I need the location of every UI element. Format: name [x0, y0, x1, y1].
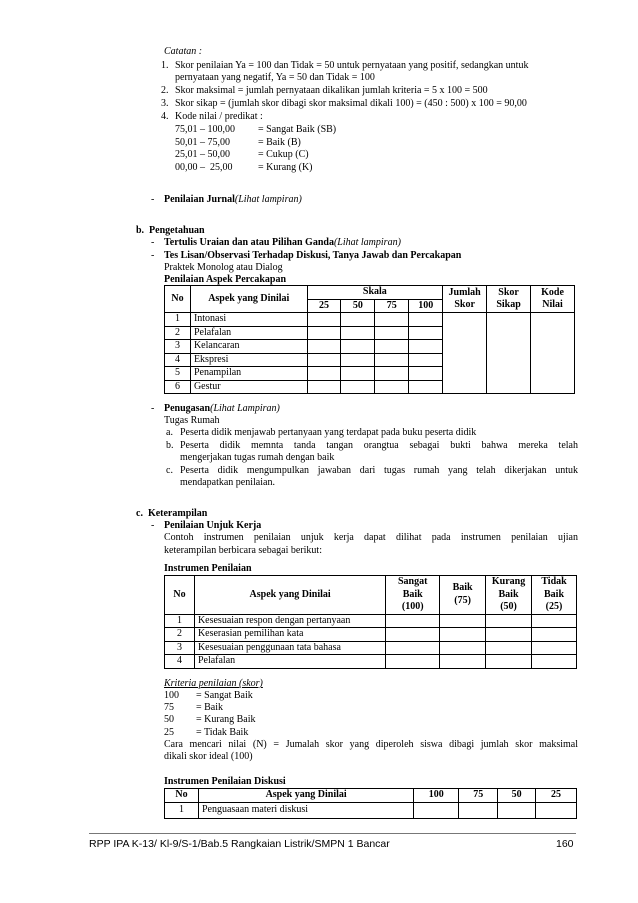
- bullet: -: [151, 250, 155, 261]
- tes-lisan-label: Tes Lisan/Observasi Terhadap Diskusi, Tanya Jawab dan Percakapan: [164, 250, 462, 261]
- kriteria-score: 25: [164, 727, 174, 738]
- row-no: 2: [165, 326, 191, 340]
- cell: [375, 326, 409, 340]
- kriteria-score: 75: [164, 702, 174, 713]
- cell: [307, 313, 341, 327]
- row-no: 6: [165, 380, 191, 394]
- row-no: 1: [165, 614, 195, 628]
- cell: [409, 367, 443, 381]
- unjuk-kerja-paragraph: Contoh instrumen penilaian unjuk kerja dapat dilihat pada instrumen penilaian ujian: [164, 532, 578, 543]
- col-header-no: No: [165, 286, 191, 313]
- cell: [409, 326, 443, 340]
- cell: [386, 614, 440, 628]
- row-no: 2: [165, 628, 195, 642]
- grade-label: = Baik (B): [258, 137, 301, 148]
- note-number: 2.: [161, 85, 169, 96]
- row-aspek: Pelafalan: [190, 326, 307, 340]
- unjuk-kerja-label: Penilaian Unjuk Kerja: [164, 520, 262, 531]
- row-aspek: Intonasi: [190, 313, 307, 327]
- tugas-item-b-cont: mengerjakan tugas rumah dengan baik: [180, 452, 335, 463]
- cell: [440, 655, 486, 669]
- cell: [341, 353, 375, 367]
- cell: [386, 641, 440, 655]
- col-header-aspek: Aspek yang Dinilai: [194, 576, 385, 615]
- cell: [307, 380, 341, 394]
- row-aspek: Penguasaan materi diskusi: [198, 802, 413, 818]
- cell: [375, 367, 409, 381]
- kriteria-title: Kriteria penilaian (skor): [164, 678, 263, 689]
- col-header-skor-sikap: Skor Sikap: [487, 286, 531, 313]
- cell: [532, 641, 577, 655]
- cara-mencari-nilai: Cara mencari nilai (N) = Jumalah skor yang diperoleh siswa dibagi jumlah skor maksimal: [164, 739, 578, 750]
- scale-header: 50: [341, 299, 375, 313]
- cell: [532, 614, 577, 628]
- scale-header: 100: [409, 299, 443, 313]
- col-header-skala: Skala: [307, 286, 443, 300]
- list-marker: a.: [166, 427, 173, 438]
- scale-header: 75: [375, 299, 409, 313]
- col-header-tidak-baik: Tidak Baik (25): [532, 576, 577, 615]
- score-header: 25: [536, 789, 577, 803]
- row-aspek: Kesesuaian penggunaan tata bahasa: [194, 641, 385, 655]
- score-header: 75: [459, 789, 498, 803]
- bullet: -: [151, 194, 155, 205]
- cell: [414, 802, 459, 818]
- cell: [341, 313, 375, 327]
- tugas-rumah-label: Tugas Rumah: [164, 415, 220, 426]
- tugas-item-a: Peserta didik menjawab pertanyaan yang terdapat pada buku peserta didik: [180, 427, 477, 438]
- col-header-aspek: Aspek yang Dinilai: [198, 789, 413, 803]
- footer-doc-title: RPP IPA K-13/ Kl-9/S-1/Bab.5 Rangkaian Listrik/SMPN 1 Bancar: [89, 838, 390, 850]
- cell: [532, 655, 577, 669]
- cell: [486, 628, 532, 642]
- grade-range: 50,01 – 75,00: [175, 137, 230, 148]
- grade-label: = Cukup (C): [258, 149, 309, 160]
- list-marker: c.: [166, 465, 173, 476]
- row-no: 3: [165, 641, 195, 655]
- cell: [386, 628, 440, 642]
- row-no: 3: [165, 340, 191, 354]
- cell: [375, 353, 409, 367]
- row-aspek: Pelafalan: [194, 655, 385, 669]
- instrumen-title: Instrumen Penilaian: [164, 563, 252, 574]
- row-aspek: Kelancaran: [190, 340, 307, 354]
- col-header-jumlah-skor: Jumlah Skor: [443, 286, 487, 313]
- kriteria-score: 50: [164, 714, 174, 725]
- row-aspek: Penampilan: [190, 367, 307, 381]
- grade-label: = Sangat Baik (SB): [258, 124, 337, 135]
- footer-divider: [89, 833, 576, 834]
- row-aspek: Keserasian pemilihan kata: [194, 628, 385, 642]
- note-item-1: Skor penilaian Ya = 100 dan Tidak = 50 untuk pernyataan yang positif, sedangkan untuk: [175, 60, 529, 71]
- bullet: -: [151, 520, 155, 531]
- cell: [440, 641, 486, 655]
- table-row: [165, 641, 577, 655]
- col-header-baik: Baik (75): [440, 576, 486, 615]
- row-aspek: Ekspresi: [190, 353, 307, 367]
- col-header-no: No: [165, 789, 199, 803]
- col-header-aspek: Aspek yang Dinilai: [190, 286, 307, 313]
- table-row: [165, 313, 575, 327]
- kriteria-label: = Kurang Baik: [196, 714, 256, 725]
- cell: [409, 380, 443, 394]
- table-row: [165, 655, 577, 669]
- note-item-1-cont: pernyataan yang negatif, Ya = 50 dan Tidak = 100: [175, 72, 375, 83]
- cell: [536, 802, 577, 818]
- cell: [486, 614, 532, 628]
- cell: [440, 614, 486, 628]
- section-heading-keterampilan: c. Keterampilan: [136, 508, 208, 519]
- cell: [409, 313, 443, 327]
- unjuk-kerja-paragraph-cont: keterampilan berbicara sebagai berikut:: [164, 545, 322, 556]
- tugas-item-b: Peserta didik memnta tanda tangan orangtua sebagai bukti bahwa mereka telah: [180, 440, 578, 451]
- note-item-4: Kode nilai / predikat :: [175, 111, 263, 122]
- note-number: 3.: [161, 98, 169, 109]
- tugas-item-c-cont: mendapatkan penilaian.: [180, 477, 275, 488]
- merged-cell: [487, 313, 531, 394]
- bullet: -: [151, 237, 155, 248]
- cell: [486, 641, 532, 655]
- instrumen-table: [164, 575, 577, 669]
- cell: [386, 655, 440, 669]
- cell: [409, 353, 443, 367]
- note-item-3: Skor sikap = (jumlah skor dibagi skor maksimal dikali 100) = (450 : 500) x 100 = 90,00: [175, 98, 527, 109]
- col-header-sangat-baik: Sangat Baik (100): [386, 576, 440, 615]
- row-no: 1: [165, 313, 191, 327]
- catatan-title: Catatan :: [164, 46, 203, 57]
- jurnal-label: Penilaian Jurnal: [164, 194, 235, 205]
- cell: [341, 367, 375, 381]
- cell: [498, 802, 536, 818]
- praktek-label: Praktek Monolog atau Dialog: [164, 262, 283, 273]
- col-header-kurang-baik: Kurang Baik (50): [486, 576, 532, 615]
- diskusi-title: Instrumen Penilaian Diskusi: [164, 776, 286, 787]
- bullet: -: [151, 403, 155, 414]
- list-marker: b.: [166, 440, 174, 451]
- score-header: 50: [498, 789, 536, 803]
- table-row: [165, 802, 577, 818]
- percakapan-table: [164, 285, 575, 394]
- cell: [375, 340, 409, 354]
- cell: [307, 367, 341, 381]
- row-aspek: Gestur: [190, 380, 307, 394]
- cell: [375, 313, 409, 327]
- table-row: [165, 628, 577, 642]
- percakapan-table-title: Penilaian Aspek Percakapan: [164, 274, 287, 285]
- cell: [307, 326, 341, 340]
- cell: [341, 340, 375, 354]
- note-item-2: Skor maksimal = jumlah pernyataan dikalikan jumlah kriteria = 5 x 100 = 500: [175, 85, 488, 96]
- merged-cell: [531, 313, 575, 394]
- cell: [307, 340, 341, 354]
- row-aspek: Kesesuaian respon dengan pertanyaan: [194, 614, 385, 628]
- penugasan-ref: (Lihat Lampiran): [210, 403, 280, 414]
- cell: [440, 628, 486, 642]
- tertulis-ref: (Lihat lampiran): [333, 237, 401, 248]
- row-no: 4: [165, 655, 195, 669]
- cell: [486, 655, 532, 669]
- kriteria-label: = Tidak Baik: [196, 727, 249, 738]
- table-row: [165, 614, 577, 628]
- kriteria-label: = Sangat Baik: [196, 690, 253, 701]
- kriteria-score: 100: [164, 690, 179, 701]
- page-number: 160: [556, 838, 574, 850]
- cell: [341, 326, 375, 340]
- grade-range: 75,01 – 100,00: [175, 124, 235, 135]
- diskusi-table: [164, 788, 577, 819]
- note-number: 1.: [161, 60, 169, 71]
- row-no: 5: [165, 367, 191, 381]
- tertulis-label: Tertulis Uraian dan atau Pilihan Ganda: [164, 237, 334, 248]
- cell: [532, 628, 577, 642]
- score-header: 100: [414, 789, 459, 803]
- cara-mencari-nilai-cont: dikali skor ideal (100): [164, 751, 253, 762]
- cell: [409, 340, 443, 354]
- merged-cell: [443, 313, 487, 394]
- cell: [375, 380, 409, 394]
- grade-range: 00,00 – 25,00: [175, 162, 233, 173]
- grade-range: 25,01 – 50,00: [175, 149, 230, 160]
- tugas-item-c: Peserta didik mengumpulkan jawaban dari tugas rumah yang telah dikerjakan untuk: [180, 465, 578, 476]
- row-no: 4: [165, 353, 191, 367]
- scale-header: 25: [307, 299, 341, 313]
- section-heading-pengetahuan: b. Pengetahuan: [136, 225, 205, 236]
- grade-label: = Kurang (K): [258, 162, 313, 173]
- cell: [341, 380, 375, 394]
- penugasan-label: Penugasan: [164, 403, 211, 414]
- col-header-no: No: [165, 576, 195, 615]
- jurnal-ref: (Lihat lampiran): [234, 194, 302, 205]
- cell: [459, 802, 498, 818]
- kriteria-label: = Baik: [196, 702, 224, 713]
- row-no: 1: [165, 802, 199, 818]
- cell: [307, 353, 341, 367]
- col-header-kode-nilai: Kode Nilai: [531, 286, 575, 313]
- note-number: 4.: [161, 111, 169, 122]
